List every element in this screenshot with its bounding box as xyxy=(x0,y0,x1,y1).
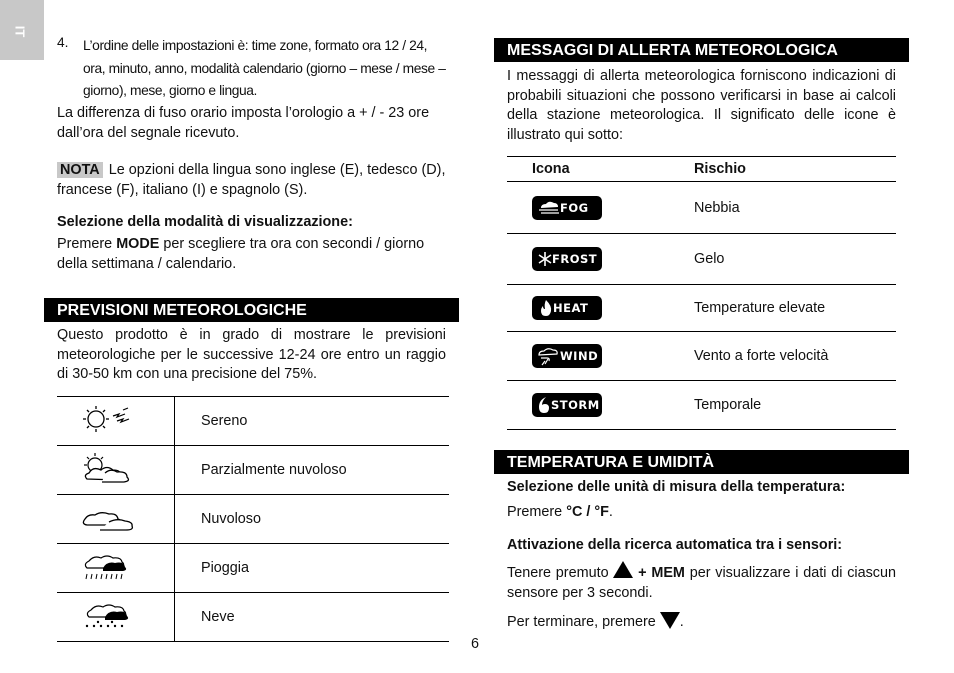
wind-icon xyxy=(535,344,561,368)
mem-key: + MEM xyxy=(638,565,685,581)
language-tab-label: IT xyxy=(12,25,28,38)
language-tab xyxy=(0,0,44,60)
mode-key: MODE xyxy=(116,236,160,252)
badge-text: FOG xyxy=(560,200,589,215)
risk-label: Nebbia xyxy=(694,182,896,234)
nota-text: Le opzioni della lingua sono inglese (E), tedesco (D), francese (F), italiano (I) e spagnolo (S). xyxy=(57,162,446,198)
units-post: . xyxy=(608,504,613,520)
temp-heading: TEMPERATURA E UMIDITÀ xyxy=(507,454,715,471)
table-row xyxy=(507,182,896,234)
wind-badge xyxy=(532,344,602,368)
finish-pre: Per terminare, premere xyxy=(507,614,660,630)
storm-badge xyxy=(532,393,602,417)
search-post: per visualizzare i dati di ciascun sensore per 3 secondi. xyxy=(507,565,896,601)
risk-label: Temporale xyxy=(694,381,896,430)
frost-badge xyxy=(532,247,602,271)
alerts-intro: I messaggi di allerta meteorologica forniscono indicazioni di probabili situazioni che possono verificarsi in base ai calcoli della stazione meteorologica. Il significato delle icone è illustrato qui sotto: xyxy=(507,68,896,143)
table-header-row xyxy=(507,157,896,182)
forecast-label: Parzialmente nuvoloso xyxy=(175,446,450,495)
heat-badge xyxy=(532,296,602,320)
fog-icon xyxy=(538,196,560,220)
forecast-label: Nuvoloso xyxy=(175,495,450,544)
settings-order-text: L’ordine delle impostazioni è: time zone, formato ora 12 / 24, ora, minuto, anno, modalità calendario (giorno – mese / mese – giorno), mese, giorno e lingua. xyxy=(83,38,446,98)
sunny-icon xyxy=(57,397,174,441)
page-number: 6 xyxy=(471,636,480,652)
units-pre: Premere xyxy=(507,504,567,520)
table-row xyxy=(57,397,449,446)
list-number: 4. xyxy=(57,35,69,50)
forecast-table xyxy=(57,396,449,642)
cloudy-icon xyxy=(57,495,174,539)
table-row xyxy=(57,446,449,495)
nota-label: NOTA xyxy=(57,162,103,178)
header-risk: Rischio xyxy=(694,157,896,182)
display-mode-heading: Selezione della modalità di visualizzazione: xyxy=(57,214,353,230)
snow-icon xyxy=(57,593,174,637)
units-key: °C / °F xyxy=(566,504,609,520)
nota-paragraph xyxy=(57,161,449,200)
search-heading: Attivazione della ricerca automatica tra i sensori: xyxy=(507,537,843,553)
forecast-intro: Questo prodotto è in grado di mostrare le previsioni meteorologiche per le successive 12-24 ore entro un raggio di 30-50 km con una precisione del 75%. xyxy=(57,327,446,382)
alerts-heading-bar xyxy=(494,38,909,62)
forecast-label: Neve xyxy=(175,593,450,642)
risk-label: Gelo xyxy=(694,234,896,285)
alerts-heading: MESSAGGI DI ALLERTA METEOROLOGICA xyxy=(507,42,838,59)
badge-text: STORM xyxy=(551,398,600,412)
search-pre: Tenere premuto xyxy=(507,565,614,581)
forecast-heading: PREVISIONI METEOROLOGICHE xyxy=(57,302,307,319)
forecast-heading-bar xyxy=(44,298,459,322)
rain-icon xyxy=(57,544,174,588)
table-row xyxy=(57,544,449,593)
fog-badge xyxy=(532,196,602,220)
partly-cloudy-icon xyxy=(57,446,174,490)
finish-post: . xyxy=(679,614,684,630)
temp-heading-bar xyxy=(494,450,909,474)
risk-label: Temperature elevate xyxy=(694,285,896,332)
table-row xyxy=(507,234,896,285)
table-row xyxy=(57,593,449,642)
units-text xyxy=(507,503,896,523)
badge-text: FROST xyxy=(552,252,598,266)
badge-text: HEAT xyxy=(553,301,589,315)
up-arrow-icon xyxy=(613,561,633,578)
risk-label: Vento a forte velocità xyxy=(694,332,896,381)
forecast-label: Pioggia xyxy=(175,544,450,593)
display-mode-pre: Premere xyxy=(57,236,117,252)
timezone-text: La differenza di fuso orario imposta l’orologio a + / - 23 ore dall’ora del segnale ricevuto. xyxy=(57,105,430,141)
table-row xyxy=(57,495,449,544)
display-mode-text xyxy=(57,235,449,274)
down-arrow-icon xyxy=(660,612,680,629)
table-row xyxy=(507,332,896,381)
alerts-table xyxy=(507,156,896,430)
display-mode-post: per scegliere tra ora con secondi / giorno della settimana / calendario. xyxy=(57,236,425,272)
units-heading: Selezione delle unità di misura della temperatura: xyxy=(507,479,846,495)
badge-text: WIND xyxy=(560,349,599,363)
table-row xyxy=(507,285,896,332)
forecast-label: Sereno xyxy=(175,397,450,446)
header-icon: Icona xyxy=(507,157,694,182)
finish-text xyxy=(507,612,896,633)
table-row xyxy=(507,381,896,430)
search-text xyxy=(507,561,896,603)
